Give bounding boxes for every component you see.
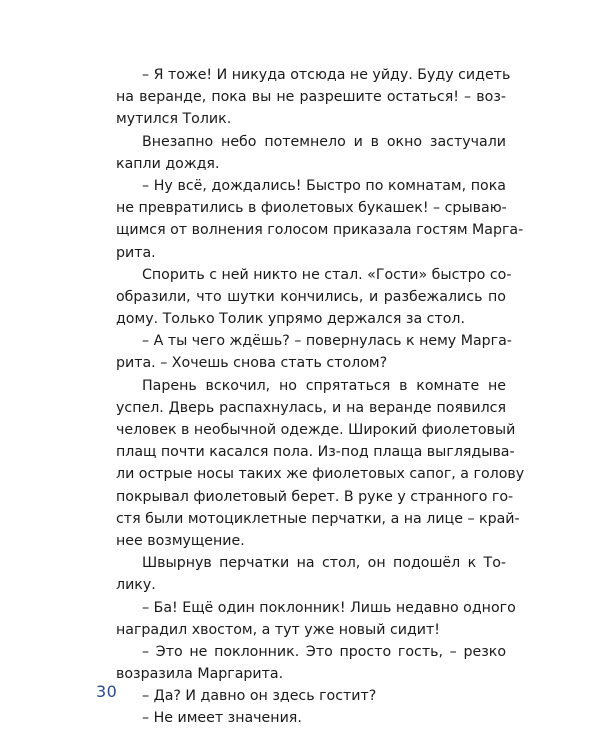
text-line: рита. – Хочешь снова стать столом? [116, 355, 388, 372]
text-line: покрывал фиолетовый берет. В руке у странного го- [116, 488, 514, 505]
text-line: плащ почти касался пола. Из-под плаща выглядыва- [116, 444, 515, 461]
body-text [116, 64, 525, 730]
text-line: капли дождя. [116, 155, 220, 172]
text-line: – Не имеет значения. [142, 710, 302, 727]
text-line: возразила Маргарита. [116, 666, 284, 683]
text-line: нее возмущение. [116, 532, 245, 549]
text-line: – Ба! Ещё один поклонник! Лишь недавно одного [142, 599, 516, 616]
text-line: – Это не поклонник. Это просто гость, – резко [142, 643, 506, 660]
text-line: дому. Только Толик упрямо держался за стол. [116, 311, 465, 328]
text-line: человек в необычной одежде. Широкий фиолетовый [116, 422, 516, 438]
text-line: успел. Дверь распахнулась, и на веранде появился [116, 399, 506, 416]
text-line: – А ты чего ждёшь? – повернулась к нему Марга- [142, 333, 512, 350]
text-line: лику. [116, 577, 156, 594]
page-number: 30 [96, 682, 118, 701]
text-line: стя были мотоциклетные перчатки, а на лице – край- [116, 510, 520, 527]
text-line: на веранде, пока вы не разрешите остаться! – воз- [116, 89, 506, 106]
text-line: не превратились в фиолетовых букашек! – срываю- [116, 200, 507, 217]
text-line: ли острые носы таких же фиолетовых сапог, а голову [116, 466, 525, 483]
text-line: – Да? И давно он здесь гостит? [142, 688, 377, 705]
text-line: наградил хвостом, а тут уже новый сидит! [116, 621, 440, 638]
text-line: – Я тоже! И никуда отсюда не уйду. Буду сидеть [142, 67, 511, 83]
text-line: щимся от волнения голосом приказала гостям Марга- [116, 222, 524, 239]
text-line: мутился Толик. [116, 111, 232, 128]
text-line: – Ну всё, дождались! Быстро по комнатам, пока [142, 177, 506, 194]
text-line: Швырнув перчатки на стол, он подошёл к То- [142, 555, 506, 572]
text-line: Парень вскочил, но спрятаться в комнате не [142, 377, 506, 394]
text-line: Спорить с ней никто не стал. «Гости» быстро со- [142, 266, 512, 283]
text-line: рита. [116, 244, 156, 261]
text-line: Внезапно небо потемнело и в окно застучали [142, 133, 506, 150]
text-line: образили, что шутки кончились, и разбежались по [116, 288, 506, 305]
